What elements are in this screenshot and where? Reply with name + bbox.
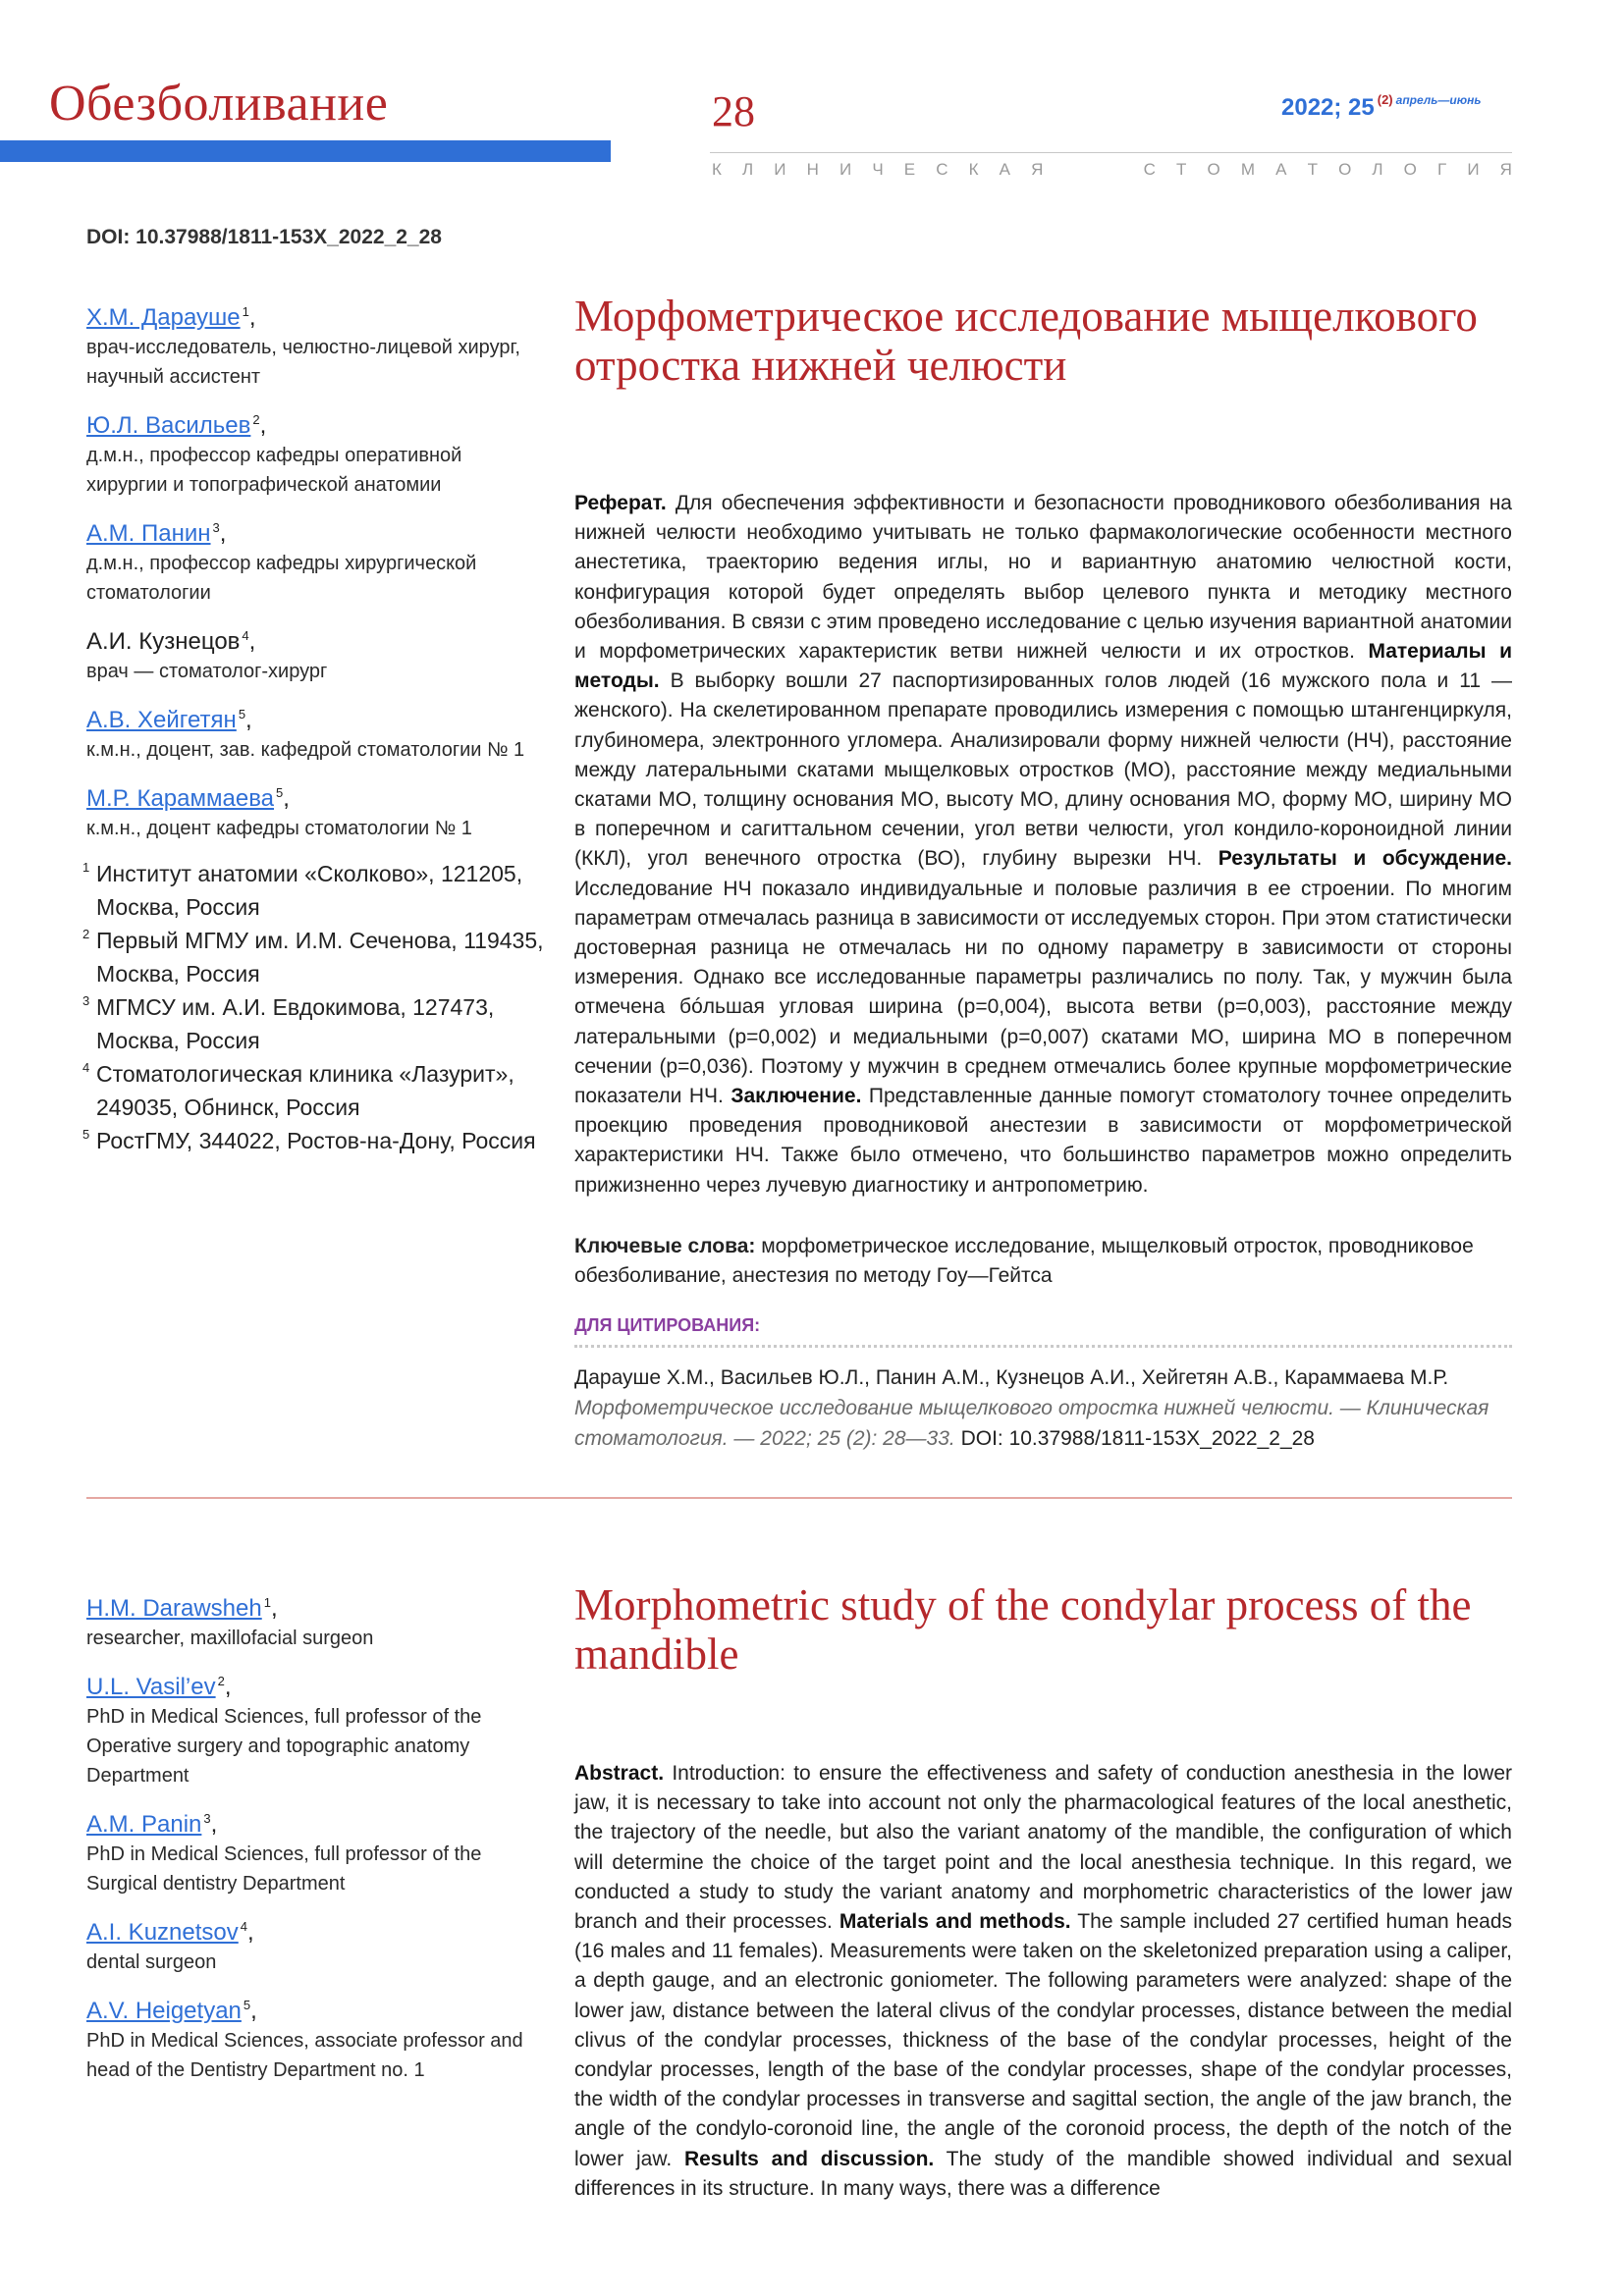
affiliation-text: Первый МГМУ им. И.М. Сеченова, 119435, Москва, Россия [96, 928, 544, 987]
author-entry: Х.М. Дарауше $^1$, врач-исследователь, челюстно-лицевой хирург, научный ассистент [86, 297, 548, 392]
author-affil-sup: 5 [238, 707, 246, 721]
conclusion-label: Заключение. [731, 1085, 862, 1108]
author-affil-sup: 5 [276, 785, 284, 800]
author-entry: Ю.Л. Васильев $^2$, д.м.н., профессор кафедры оперативной хирургии и топографической анатомии [86, 405, 548, 500]
author-entry: A.I. Kuznetsov $^4$, dental surgeon [86, 1912, 548, 1977]
author-affil-sup: 1 [242, 304, 249, 319]
issue-months: апрель—июнь [1395, 93, 1482, 107]
results-label: Results and discussion. [683, 2147, 935, 2170]
article-title-en: Morphometric study of the condylar process of the mandible [574, 1580, 1472, 1679]
journal-letter: Ч [872, 160, 884, 179]
author-role: dental surgeon [86, 1951, 217, 1973]
affiliation-number: 1 [82, 860, 90, 875]
author-link[interactable]: Х.М. Дарауше [86, 304, 241, 331]
affiliation-number: 2 [82, 927, 90, 941]
author-affil-sup: 2 [252, 412, 260, 427]
journal-letter: Е [903, 160, 916, 179]
affiliation-item [82, 1057, 548, 1124]
author-role: к.м.н., доцент, зав. кафедрой стоматологии № 1 [86, 739, 525, 761]
author-link[interactable]: А.М. Панин [86, 520, 211, 547]
author-affil-sup: 2 [217, 1674, 225, 1688]
author-role: researcher, maxillofacial surgeon [86, 1628, 374, 1649]
journal-gap [1063, 160, 1122, 180]
author-role: врач-исследователь, челюстно-лицевой хирург, научный ассистент [86, 337, 520, 388]
journal-letter: С [936, 160, 948, 179]
author-role: PhD in Medical Sciences, full professor of the Operative surgery and topographic anatomy Department [86, 1706, 482, 1787]
author-link[interactable]: H.M. Darawsheh [86, 1595, 262, 1622]
author-name: А.И. Кузнецов [86, 628, 241, 655]
affiliation-number: 4 [82, 1060, 90, 1075]
results-text: The study of the mandible showed individual and sexual differences in its structure. In many ways, there was a difference [574, 2147, 1512, 2200]
journal-letter: И [839, 160, 852, 179]
journal-letter: С [1143, 160, 1156, 179]
methods-text: В выборку вошли 27 паспортизированных голов людей (16 мужского пола и 11 — женского). На скелетированном препарате проводились измерения с помощью штангенциркуля, глубиномера, электронного угломера. Анализировали форму нижней челюсти (НЧ), расстояние между латеральными скатами мыщелковых отростков (МО), расстояние между медиальными скатами МО, толщину основания МО, высоту МО, длину основания МО, форму МО, ширину МО в поперечном и сагиттальном сечении, угол ветви челюсти, угол кондило-короноидной линии (ККЛ), угол венечного отростка (ВО), глубину вырезки НЧ. [574, 669, 1512, 871]
journal-letter: И [1467, 160, 1480, 179]
author-affil-sup: 1 [263, 1595, 271, 1610]
affiliation-text: МГМСУ им. А.И. Евдокимова, 127473, Москва, Россия [96, 994, 495, 1053]
author-role: PhD in Medical Sciences, associate professor and head of the Dentistry Department no. 1 [86, 2030, 523, 2081]
author-link[interactable]: A.V. Heigetyan [86, 1998, 242, 2024]
abstract-label: Реферат. [574, 492, 667, 514]
journal-letter: Т [1175, 160, 1187, 179]
methods-label: Материалы и методы. [574, 640, 1512, 693]
journal-letter: Я [1031, 160, 1044, 179]
journal-letter: Я [1499, 160, 1512, 179]
citation-label: ДЛЯ ЦИТИРОВАНИЯ: [574, 1315, 761, 1335]
author-role: д.м.н., профессор кафедры оперативной хирургии и топографической анатомии [86, 445, 462, 496]
affiliation-item [82, 924, 548, 990]
methods-text: The sample included 27 certified human heads (16 males and 11 females). Measurements were taken on the skeletonized preparation using a caliper, a depth gauge, and an electronic goniometer. The following parameters were analyzed: shape of the lower jaw, distance between the lateral clivus of the condylar processes, distance between the medial clivus of the condylar processes, thickness of the base of the condylar processes, height of the condylar processes, length of the base of the condylar processes, shape of the condylar processes, the width of the condylar processes in transverse and sagittal section, the angle of the jaw branch, the angle of the condylo-coronoid line, the angle of the coronoid process, the depth of the notch of the lower jaw. [574, 1910, 1513, 2170]
author-entry: A.M. Panin $^3$, PhD in Medical Sciences, full professor of the Surgical dentistry Department [86, 1804, 548, 1898]
author-affil-sup: 3 [212, 520, 220, 535]
affiliation-item [82, 1124, 548, 1157]
journal-letter: О [1403, 160, 1417, 179]
journal-letter: А [999, 160, 1010, 179]
author-link[interactable]: А.В. Хейгетян [86, 707, 237, 733]
author-entry: М.Р. Караммаева $^5$, к.м.н., доцент кафедры стоматологии № 1 [86, 778, 548, 843]
language-divider [86, 1497, 1512, 1499]
section-bar [0, 140, 611, 162]
abstract-en [574, 1759, 1512, 2204]
journal-letter: Л [742, 160, 754, 179]
journal-letter: Т [1307, 160, 1318, 179]
abstract-label: Abstract. [574, 1762, 665, 1785]
page-number: 28 [712, 87, 755, 135]
journal-letter: К [712, 160, 722, 179]
results-label: Результаты и обсуждение. [1218, 847, 1512, 871]
author-affil-sup: 3 [203, 1811, 211, 1826]
journal-letter: Н [806, 160, 819, 179]
abstract-ru [574, 489, 1512, 1201]
journal-letter: О [1338, 160, 1352, 179]
article-title-ru: Морфометрическое исследование мыщелкового отростка нижней челюсти [574, 292, 1478, 390]
author-affil-sup: 4 [240, 1919, 247, 1934]
conclusion-text: Представленные данные помогут стоматологу точнее определить проекцию проведения проводниковой анестезии в зависимости от морфометрической характеристики НЧ. Также было отмечено, что большинство параметров можно определить прижизненно через лучевую диагностику и антропометрию. [574, 1085, 1512, 1197]
author-entry: H.M. Darawsheh $^1$, researcher, maxillofacial surgeon [86, 1588, 548, 1653]
author-entry: А.М. Панин $^3$, д.м.н., профессор кафедры хирургической стоматологии [86, 513, 548, 608]
author-link[interactable]: U.L. Vasil’ev [86, 1674, 216, 1700]
doi: DOI: 10.37988/1811-153X_2022_2_28 [86, 226, 442, 248]
author-role: врач — стоматолог-хирург [86, 661, 328, 682]
keywords [574, 1232, 1512, 1291]
journal-name [712, 160, 1512, 180]
citation [574, 1362, 1512, 1454]
journal-letter: Л [1372, 160, 1383, 179]
author-entry: А.В. Хейгетян $^5$, к.м.н., доцент, зав. кафедрой стоматологии № 1 [86, 700, 548, 765]
author-entry: A.V. Heigetyan $^5$, PhD in Medical Sciences, associate professor and head of the Dentistry Department no. 1 [86, 1991, 548, 2085]
abstract-text: Для обеспечения эффективности и безопасности проводникового обезболивания на нижней челюсти необходимо учитывать не только фармакологические особенности местного анестетика, траекторию ведения иглы, но и вариантную анатомию челюстной кости, конфигурация которой будет определять выбор целевого пункта и методику местного обезболивания. В связи с этим проведено исследование с целью изучения вариантной анатомии и морфометрических характеристик ветви нижней челюсти и их отростков. [574, 492, 1512, 664]
author-link[interactable]: A.M. Panin [86, 1811, 202, 1838]
affiliation-number: 3 [82, 993, 90, 1008]
issue-number: (2) [1377, 92, 1393, 107]
affiliation-text: Стоматологическая клиника «Лазурит», 249035, Обнинск, Россия [96, 1061, 514, 1120]
journal-letter: К [968, 160, 979, 179]
journal-letter: О [1207, 160, 1220, 179]
author-link[interactable]: Ю.Л. Васильев [86, 412, 251, 439]
author-link[interactable]: A.I. Kuznetsov [86, 1919, 239, 1946]
abstract-text: Introduction: to ensure the effectiveness and safety of conduction anesthesia in the lower jaw, it is necessary to take into account not only the pharmacological features of the local anesthetic, the trajectory of the needle, but also the variant anatomy of the mandible, the configuration of which will determine the choice of the target point and the local anesthesia technique. In this regard, we conducted a study to study the variant anatomy and morphometric characteristics of the lower jaw branch and their processes. [574, 1762, 1512, 1934]
affiliation-text: Институт анатомии «Сколково», 121205, Москва, Россия [96, 861, 523, 920]
citation-doi: DOI: 10.37988/1811-153X_2022_2_28 [954, 1427, 1315, 1450]
keywords-text: морфометрическое исследование, мыщелковый отросток, проводниковое обезболивание, анестезия по методу Гоу—Гейтса [574, 1235, 1474, 1287]
citation-authors: Дарауше Х.М., Васильев Ю.Л., Панин А.М., Кузнецов А.И., Хейгетян А.В., Караммаева М.Р. [574, 1366, 1449, 1389]
author-role: к.м.н., доцент кафедры стоматологии № 1 [86, 818, 472, 839]
affiliation-item [82, 857, 548, 924]
author-list-ru [82, 297, 548, 1157]
citation-title: Морфометрическое исследование мыщелкового отростка нижней челюсти. — Клиническая стоматология. — 2022; 25 (2): 28—33. [574, 1397, 1489, 1450]
header-rule [710, 152, 1512, 153]
results-text: Исследование НЧ показало индивидуальные и половые различия в ее строении. По многим параметрам отмечалась разница в зависимости от исследуемых сторон. При этом статистически достоверная разница не отмечалась ни по одному параметру в зависимости от стороны измерения. Однако все исследованные параметры различались по полу. Так, у мужчин была отмечена бóльшая угловая ширина (p=0,004), высота ветви (p=0,003), расстояние между латеральными (p=0,002) и медиальными (p=0,007) скатами МО, ширина МО в поперечном сечении (p=0,036). Поэтому у мужчин в среднем отмечались более крупные морфометрические показатели НЧ. [574, 877, 1512, 1108]
journal-letter: И [774, 160, 786, 179]
affiliation-item [82, 990, 548, 1057]
affiliation-number: 5 [82, 1127, 90, 1142]
author-link[interactable]: М.Р. Караммаева [86, 785, 275, 812]
author-list-en [86, 1588, 548, 2099]
author-affil-sup: 4 [242, 628, 249, 643]
methods-label: Materials and methods. [839, 1910, 1071, 1934]
author-role: д.м.н., профессор кафедры хирургической стоматологии [86, 553, 477, 604]
author-entry: U.L. Vasil’ev $^2$, PhD in Medical Sciences, full professor of the Operative surgery and topographic anatomy Department [86, 1667, 548, 1790]
issue-year: 2022; 25 [1281, 94, 1375, 121]
affiliation-list [82, 857, 548, 1157]
affiliation-text: РостГМУ, 344022, Ростов-на-Дону, Россия [96, 1128, 536, 1153]
author-entry: А.И. Кузнецов $^4$, врач — стоматолог-хирург [86, 621, 548, 686]
keywords-label: Ключевые слова: [574, 1235, 756, 1257]
journal-letter: А [1275, 160, 1287, 179]
issue-info [1281, 93, 1481, 120]
author-role: PhD in Medical Sciences, full professor of the Surgical dentistry Department [86, 1843, 482, 1895]
journal-letter: М [1240, 160, 1255, 179]
journal-letter: Г [1437, 160, 1447, 179]
citation-dotted-rule [574, 1345, 1512, 1348]
section-title: Обезболивание [49, 76, 389, 132]
author-affil-sup: 5 [243, 1998, 251, 2012]
